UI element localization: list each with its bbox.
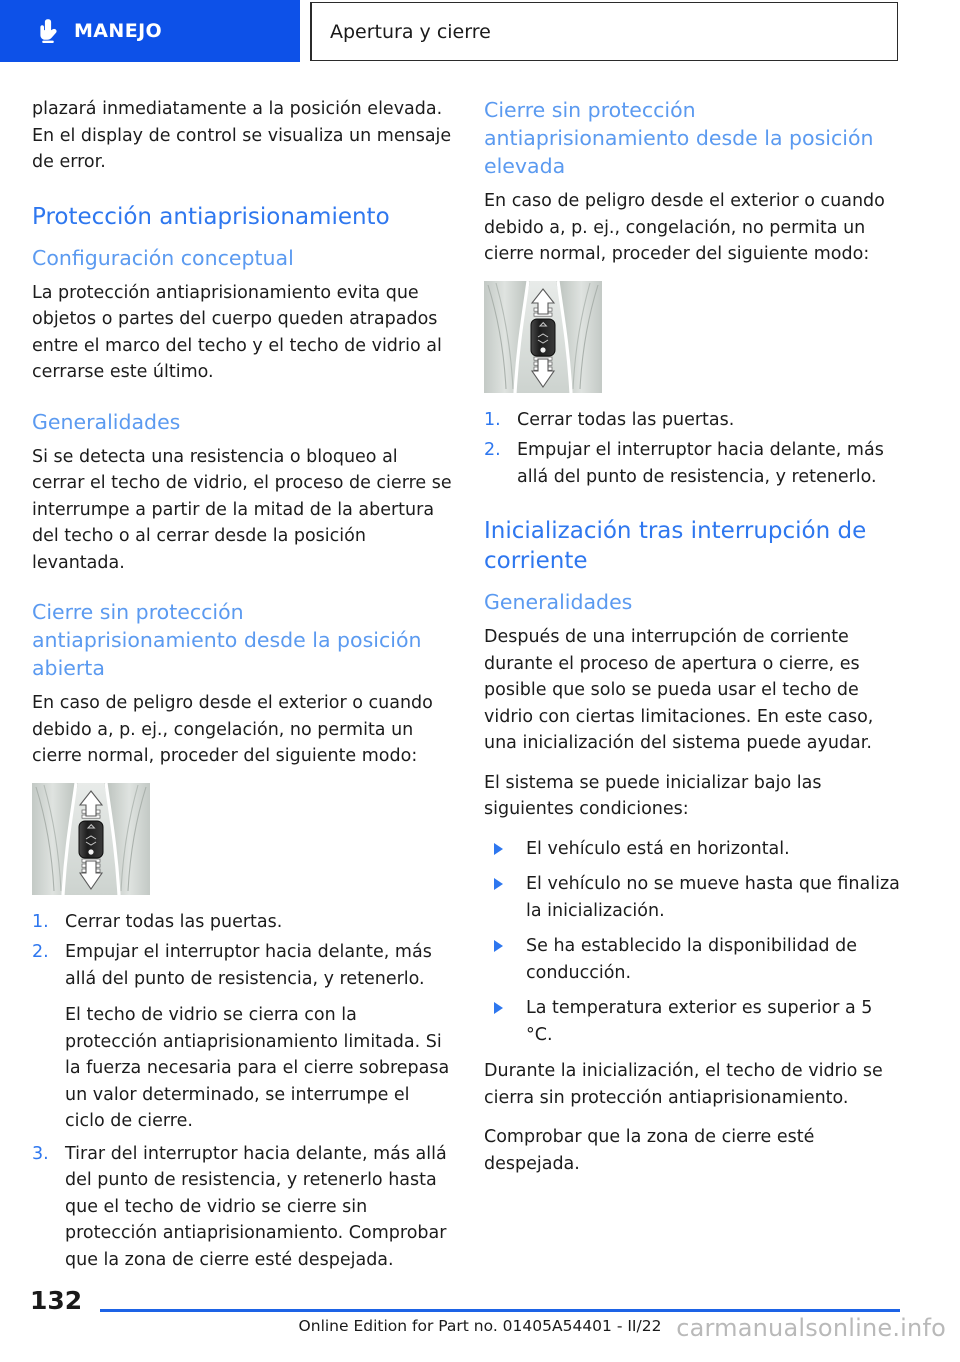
- sunroof-switch-illustration-right: [484, 281, 602, 393]
- triangle-bullet-icon: [494, 940, 503, 952]
- triangle-bullet-icon: [494, 878, 503, 890]
- step-text: Cerrar todas las puertas.: [65, 911, 283, 932]
- conditions-list: [484, 836, 904, 1049]
- page-header: [0, 0, 960, 62]
- watermark-text: carmanualsonline.info: [676, 1314, 946, 1342]
- list-item: [484, 836, 904, 863]
- list-item-text: La temperatura exterior es superior a 5 °C.: [526, 998, 873, 1045]
- step-number: 2.: [484, 440, 501, 460]
- step-item: [484, 437, 904, 490]
- step-item: [32, 909, 452, 936]
- footer-divider: [100, 1309, 900, 1312]
- intro-paragraph: plazará inmediatamente a la posición elevada. En el display de control se visualiza un mensaje de error.: [32, 99, 452, 172]
- subtitle-cierre-posicion-abierta: Cierre sin protección antiaprisionamiento desde la posición abierta: [32, 600, 422, 680]
- footer-edition-note: Online Edition for Part no. 01405A54401 - II/22: [298, 1317, 662, 1335]
- list-item: [484, 933, 904, 986]
- header-section-label: Apertura y cierre: [330, 20, 491, 43]
- triangle-bullet-icon: [494, 1002, 503, 1014]
- steps-list-left: [32, 909, 452, 993]
- header-section-box: [310, 2, 898, 61]
- left-column: [32, 96, 452, 1283]
- conditions-intro-paragraph: El sistema se puede inicializar bajo las siguientes condiciones:: [484, 772, 822, 819]
- list-item-text: El vehículo no se mueve hasta que finaliza la inicialización.: [526, 874, 900, 921]
- right-column: [484, 96, 904, 1190]
- page-footer: [0, 1272, 960, 1362]
- steps-list-left-continued: [32, 1141, 452, 1274]
- subtitle-cierre-posicion-elevada: Cierre sin protección antiaprisionamiento desde la posición elevada: [484, 98, 874, 178]
- closing-paragraph-2: Comprobar que la zona de cierre esté despejada.: [484, 1127, 815, 1174]
- generalidades-paragraph: Si se detecta una resistencia o bloqueo al cerrar el techo de vidrio, el proceso de cierre se interrumpe a partir de la mitad de la abertura del techo o al cerrar desde la posición levantada.: [32, 446, 452, 573]
- step2-note: El techo de vidrio se cierra con la protección antiaprisionamiento limitada. Si la fuerza necesaria para el cierre sobrepasa un valor determinado, se interrumpe el ciclo de cierre.: [65, 1005, 450, 1131]
- step-item: [484, 407, 904, 434]
- concept-paragraph: La protección antiaprisionamiento evita que objetos o partes del cuerpo queden atrapados entre el marco del techo y el techo de vidrio al cerrarse este último.: [32, 282, 442, 382]
- step-number: 3.: [32, 1143, 49, 1164]
- list-item: [484, 871, 904, 924]
- step-item: [32, 939, 452, 992]
- list-item-text: El vehículo está en horizontal.: [526, 838, 790, 859]
- step-text: Cerrar todas las puertas.: [517, 409, 735, 430]
- step-text: Empujar el interruptor hacia delante, más allá del punto de resistencia, y retenerlo.: [517, 440, 884, 487]
- step-text: Empujar el interruptor hacia delante, más allá del punto de resistencia, y retenerlo.: [65, 942, 432, 989]
- section-title-proteccion: Protección antiaprisionamiento: [32, 203, 390, 230]
- list-item-text: Se ha establecido la disponibilidad de conducción.: [526, 936, 857, 983]
- closing-paragraph-1: Durante la inicialización, el techo de vidrio se cierra sin protección antiaprisionamiento.: [484, 1061, 883, 1108]
- header-chapter-tab: [0, 0, 300, 62]
- step-text: Tirar del interruptor hacia delante, más allá del punto de resistencia, y retenerlo hasta que el techo de vidrio se cierre sin protección antiaprisionamiento. Comprobar que la zona de cierre esté despejada.: [65, 1143, 447, 1270]
- subtitle-generalidades: Generalidades: [32, 409, 181, 434]
- hand-pointing-icon: [38, 18, 60, 44]
- generalidades-right-paragraph: Después de una interrupción de corriente durante el proceso de apertura o cierre, es posible que solo se pueda usar el techo de vidrio con ciertas limitaciones. En este caso, una inicialización del sistema puede ayudar.: [484, 627, 874, 753]
- header-chapter-label: MANEJO: [74, 20, 163, 42]
- sunroof-switch-illustration-left: [32, 783, 150, 895]
- page-number: 132: [30, 1286, 83, 1315]
- section-title-inicializacion: Inicialización tras interrupción de corriente: [484, 518, 867, 574]
- step-number: 2.: [32, 942, 49, 962]
- steps-list-right: [484, 407, 904, 491]
- triangle-bullet-icon: [494, 843, 503, 855]
- step-number: 1.: [484, 409, 501, 430]
- cierre-abierta-paragraph: En caso de peligro desde el exterior o cuando debido a, p. ej., congelación, no permita un cierre normal, proceder del siguiente modo:: [32, 693, 433, 766]
- subtitle-configuracion-conceptual: Configuración conceptual: [32, 245, 294, 270]
- cierre-elevada-paragraph: En caso de peligro desde el exterior o cuando debido a, p. ej., congelación, no permita un cierre normal, proceder del siguiente modo:: [484, 191, 885, 264]
- page-content: [0, 96, 960, 1270]
- step-item: [32, 1141, 452, 1274]
- subtitle-generalidades-right: Generalidades: [484, 590, 633, 614]
- list-item: [484, 995, 904, 1048]
- step-number: 1.: [32, 911, 49, 932]
